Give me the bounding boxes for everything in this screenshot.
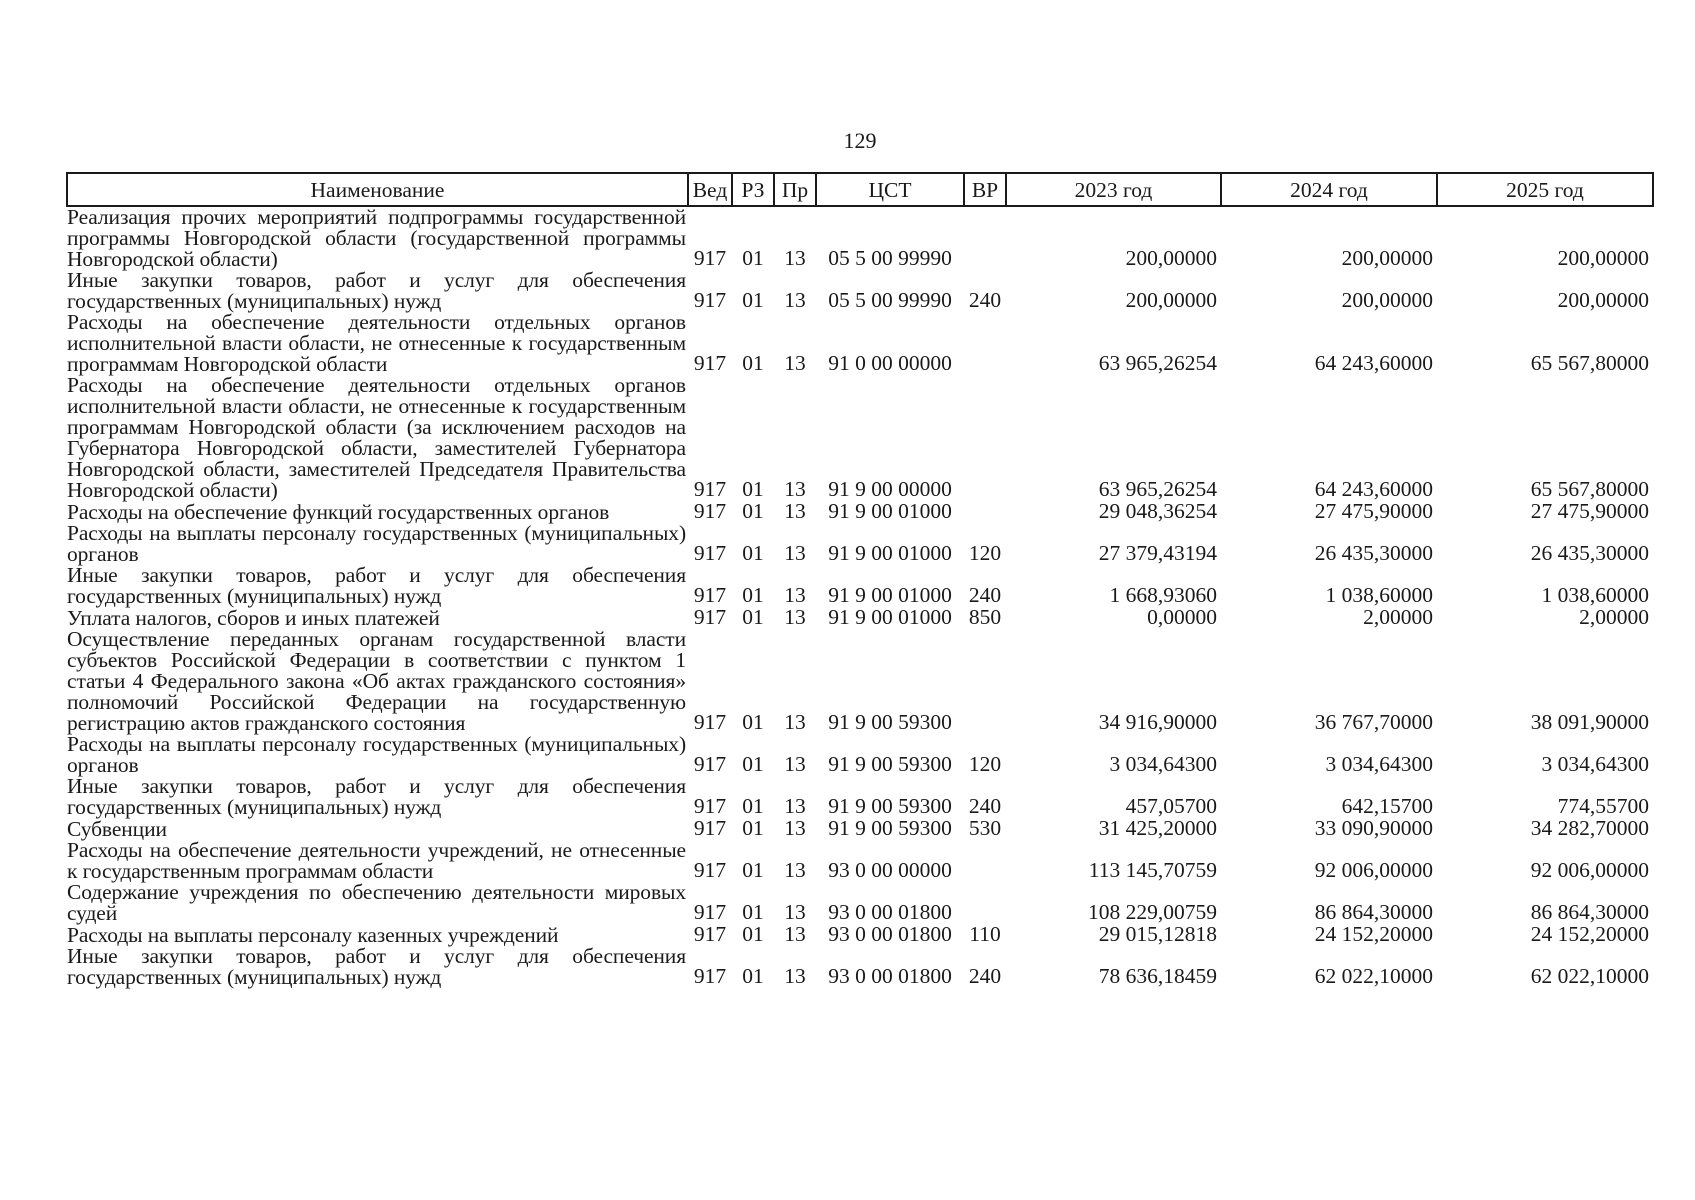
row-ved: 917 bbox=[693, 541, 727, 565]
header-vr: ВР bbox=[964, 173, 1006, 206]
row-cst: 05 5 00 99990 bbox=[828, 288, 952, 312]
row-pr: 13 bbox=[784, 499, 806, 523]
table-row bbox=[67, 206, 1653, 270]
table-row bbox=[67, 501, 1653, 523]
row-pr: 13 bbox=[784, 752, 806, 776]
header-name: Наименование bbox=[67, 173, 688, 206]
row-pr: 13 bbox=[784, 794, 806, 818]
row-amount-2024: 64 243,60000 bbox=[1314, 477, 1433, 501]
row-ved: 917 bbox=[693, 288, 727, 312]
row-ved: 917 bbox=[693, 583, 727, 607]
row-amount-2023: 63 965,26254 bbox=[1098, 477, 1217, 501]
row-amount-2023: 27 379,43194 bbox=[1098, 541, 1217, 565]
row-amount-2023: 29 048,36254 bbox=[1098, 499, 1217, 523]
row-amount-2025: 200,00000 bbox=[1557, 246, 1649, 270]
row-name: Уплата налогов, сборов и иных платежей bbox=[67, 606, 440, 630]
row-rz: 01 bbox=[742, 964, 764, 988]
row-name: Расходы на обеспечение деятельности отдельных органов исполнительной власти области, не отнесенные к государственным программам Новгородской области (за исключением расходов на Губернатора Новгородской области, заместителей Губернатора Новгородской области, заместителей Председателя Правительства Новгородской области) bbox=[67, 373, 686, 502]
row-ved: 917 bbox=[693, 477, 727, 501]
row-cst: 91 9 00 01000 bbox=[828, 499, 952, 523]
row-amount-2025: 24 152,20000 bbox=[1530, 922, 1649, 946]
row-name: Расходы на выплаты персоналу государственных (муниципальных) органов bbox=[67, 521, 686, 566]
row-vr bbox=[964, 840, 1006, 882]
table-row bbox=[67, 818, 1653, 840]
row-rz: 01 bbox=[742, 499, 764, 523]
row-ved: 917 bbox=[693, 922, 727, 946]
row-amount-2024: 2,00000 bbox=[1363, 605, 1433, 629]
row-vr: 110 bbox=[969, 922, 1001, 946]
row-amount-2025: 3 034,64300 bbox=[1541, 752, 1649, 776]
row-ved: 917 bbox=[693, 499, 727, 523]
table-row bbox=[67, 565, 1653, 607]
row-ved: 917 bbox=[693, 752, 727, 776]
row-pr: 13 bbox=[784, 541, 806, 565]
row-vr bbox=[964, 629, 1006, 734]
row-pr: 13 bbox=[784, 605, 806, 629]
row-name: Осуществление переданных органам государственной власти субъектов Российской Федерации в соответствии с пунктом 1 статьи 4 Федерального закона «Об актах гражданского состояния» полномочий Российской Федерации на государственную регистрацию актов гражданского состояния bbox=[67, 627, 686, 735]
row-rz: 01 bbox=[742, 246, 764, 270]
row-rz: 01 bbox=[742, 922, 764, 946]
header-2025: 2025 год bbox=[1437, 173, 1653, 206]
row-amount-2024: 62 022,10000 bbox=[1314, 964, 1433, 988]
table-row bbox=[67, 840, 1653, 882]
row-pr: 13 bbox=[784, 710, 806, 734]
row-pr: 13 bbox=[784, 816, 806, 840]
row-amount-2024: 92 006,00000 bbox=[1314, 858, 1433, 882]
table-row bbox=[67, 734, 1653, 776]
row-amount-2023: 200,00000 bbox=[1125, 246, 1217, 270]
row-amount-2025: 200,00000 bbox=[1557, 288, 1649, 312]
row-cst: 91 9 00 59300 bbox=[828, 816, 952, 840]
row-rz: 01 bbox=[742, 351, 764, 375]
row-ved: 917 bbox=[693, 816, 727, 840]
header-pr: Пр bbox=[774, 173, 816, 206]
row-ved: 917 bbox=[693, 900, 727, 924]
row-amount-2023: 0,00000 bbox=[1147, 605, 1217, 629]
row-pr: 13 bbox=[784, 858, 806, 882]
row-cst: 91 9 00 59300 bbox=[828, 710, 952, 734]
table-row bbox=[67, 946, 1653, 988]
row-amount-2025: 1 038,60000 bbox=[1541, 583, 1649, 607]
row-amount-2023: 3 034,64300 bbox=[1109, 752, 1217, 776]
row-amount-2023: 34 916,90000 bbox=[1098, 710, 1217, 734]
row-amount-2024: 64 243,60000 bbox=[1314, 351, 1433, 375]
row-vr bbox=[964, 882, 1006, 924]
row-amount-2023: 1 668,93060 bbox=[1109, 583, 1217, 607]
table-row bbox=[67, 882, 1653, 924]
page-number: 129 bbox=[843, 128, 877, 153]
row-ved: 917 bbox=[693, 710, 727, 734]
row-pr: 13 bbox=[784, 964, 806, 988]
row-name: Расходы на выплаты персоналу казенных учреждений bbox=[67, 923, 559, 947]
budget-table bbox=[66, 172, 1654, 988]
row-amount-2024: 24 152,20000 bbox=[1314, 922, 1433, 946]
row-name: Расходы на обеспечение деятельности учреждений, не отнесенные к государственным программам области bbox=[67, 838, 686, 883]
row-ved: 917 bbox=[693, 351, 727, 375]
row-pr: 13 bbox=[784, 288, 806, 312]
row-rz: 01 bbox=[742, 710, 764, 734]
row-vr: 240 bbox=[968, 288, 1002, 312]
row-amount-2025: 34 282,70000 bbox=[1530, 816, 1649, 840]
row-amount-2025: 62 022,10000 bbox=[1530, 964, 1649, 988]
row-ved: 917 bbox=[693, 794, 727, 818]
row-vr: 120 bbox=[968, 541, 1002, 565]
row-cst: 91 9 00 01000 bbox=[828, 541, 952, 565]
table-row bbox=[67, 375, 1653, 501]
row-vr: 240 bbox=[968, 964, 1002, 988]
row-amount-2023: 31 425,20000 bbox=[1098, 816, 1217, 840]
row-rz: 01 bbox=[742, 288, 764, 312]
row-name: Расходы на обеспечение деятельности отдельных органов исполнительной власти области, не отнесенные к государственным программам Новгородской области bbox=[67, 310, 686, 376]
row-vr bbox=[964, 501, 1006, 523]
row-ved: 917 bbox=[693, 858, 727, 882]
row-name: Иные закупки товаров, работ и услуг для обеспечения государственных (муниципальных) нужд bbox=[67, 268, 686, 313]
row-cst: 91 0 00 00000 bbox=[828, 351, 952, 375]
row-pr: 13 bbox=[784, 351, 806, 375]
row-name: Расходы на обеспечение функций государственных органов bbox=[67, 500, 610, 524]
row-amount-2024: 1 038,60000 bbox=[1325, 583, 1433, 607]
row-name: Иные закупки товаров, работ и услуг для обеспечения государственных (муниципальных) нужд bbox=[67, 774, 686, 819]
row-amount-2025: 774,55700 bbox=[1557, 794, 1649, 818]
row-pr: 13 bbox=[784, 583, 806, 607]
row-vr bbox=[964, 312, 1006, 375]
row-amount-2024: 36 767,70000 bbox=[1314, 710, 1433, 734]
row-pr: 13 bbox=[784, 246, 806, 270]
row-rz: 01 bbox=[742, 541, 764, 565]
row-cst: 93 0 00 01800 bbox=[828, 964, 952, 988]
row-vr: 120 bbox=[968, 752, 1002, 776]
row-amount-2025: 86 864,30000 bbox=[1530, 900, 1649, 924]
row-amount-2024: 33 090,90000 bbox=[1314, 816, 1433, 840]
row-amount-2024: 3 034,64300 bbox=[1325, 752, 1433, 776]
row-rz: 01 bbox=[742, 477, 764, 501]
row-rz: 01 bbox=[742, 605, 764, 629]
row-amount-2023: 78 636,18459 bbox=[1098, 964, 1217, 988]
row-cst: 91 9 00 59300 bbox=[828, 794, 952, 818]
row-amount-2024: 26 435,30000 bbox=[1314, 541, 1433, 565]
row-amount-2023: 108 229,00759 bbox=[1088, 900, 1217, 924]
row-rz: 01 bbox=[742, 752, 764, 776]
table-row bbox=[67, 924, 1653, 946]
row-amount-2024: 86 864,30000 bbox=[1314, 900, 1433, 924]
row-vr: 530 bbox=[968, 816, 1002, 840]
table-row bbox=[67, 629, 1653, 734]
row-cst: 91 9 00 01000 bbox=[828, 583, 952, 607]
row-amount-2023: 200,00000 bbox=[1125, 288, 1217, 312]
row-rz: 01 bbox=[742, 794, 764, 818]
row-amount-2023: 29 015,12818 bbox=[1098, 922, 1217, 946]
row-name: Иные закупки товаров, работ и услуг для обеспечения государственных (муниципальных) нужд bbox=[67, 944, 686, 989]
table-header-row bbox=[67, 173, 1653, 206]
row-name: Содержание учреждения по обеспечению деятельности мировых судей bbox=[67, 880, 686, 925]
row-vr: 240 bbox=[968, 794, 1002, 818]
row-ved: 917 bbox=[693, 605, 727, 629]
row-cst: 93 0 00 01800 bbox=[828, 900, 952, 924]
table-row bbox=[67, 523, 1653, 565]
row-cst: 93 0 00 01800 bbox=[828, 922, 952, 946]
row-vr: 850 bbox=[968, 605, 1002, 629]
row-name: Субвенции bbox=[67, 817, 167, 841]
header-rz: РЗ bbox=[732, 173, 774, 206]
row-vr: 240 bbox=[968, 583, 1002, 607]
row-amount-2025: 26 435,30000 bbox=[1530, 541, 1649, 565]
row-ved: 917 bbox=[693, 964, 727, 988]
row-amount-2025: 2,00000 bbox=[1579, 605, 1649, 629]
row-rz: 01 bbox=[742, 900, 764, 924]
row-amount-2023: 63 965,26254 bbox=[1098, 351, 1217, 375]
row-amount-2025: 92 006,00000 bbox=[1530, 858, 1649, 882]
row-vr bbox=[964, 375, 1006, 501]
row-amount-2025: 27 475,90000 bbox=[1530, 499, 1649, 523]
table-body bbox=[67, 206, 1653, 988]
row-rz: 01 bbox=[742, 858, 764, 882]
row-ved: 917 bbox=[693, 246, 727, 270]
row-cst: 05 5 00 99990 bbox=[828, 246, 952, 270]
row-amount-2025: 65 567,80000 bbox=[1530, 351, 1649, 375]
row-amount-2024: 27 475,90000 bbox=[1314, 499, 1433, 523]
row-amount-2024: 200,00000 bbox=[1341, 246, 1433, 270]
row-amount-2023: 457,05700 bbox=[1125, 794, 1217, 818]
table-row bbox=[67, 607, 1653, 629]
row-amount-2024: 642,15700 bbox=[1341, 794, 1433, 818]
row-rz: 01 bbox=[742, 816, 764, 840]
row-cst: 91 9 00 59300 bbox=[828, 752, 952, 776]
row-amount-2023: 113 145,70759 bbox=[1088, 858, 1217, 882]
row-cst: 93 0 00 00000 bbox=[828, 858, 952, 882]
row-vr bbox=[964, 206, 1006, 270]
header-cst: ЦСТ bbox=[816, 173, 964, 206]
row-rz: 01 bbox=[742, 583, 764, 607]
row-amount-2025: 65 567,80000 bbox=[1530, 477, 1649, 501]
row-name: Реализация прочих мероприятий подпрограммы государственной программы Новгородской области (государственной программы Новгородской области) bbox=[67, 205, 686, 271]
row-cst: 91 9 00 00000 bbox=[828, 477, 952, 501]
header-2023: 2023 год bbox=[1006, 173, 1221, 206]
header-ved: Вед bbox=[688, 173, 732, 206]
row-pr: 13 bbox=[784, 900, 806, 924]
row-pr: 13 bbox=[784, 477, 806, 501]
row-name: Иные закупки товаров, работ и услуг для обеспечения государственных (муниципальных) нужд bbox=[67, 563, 686, 608]
row-amount-2024: 200,00000 bbox=[1341, 288, 1433, 312]
table-row bbox=[67, 312, 1653, 375]
table-row bbox=[67, 270, 1653, 312]
row-cst: 91 9 00 01000 bbox=[828, 605, 952, 629]
header-2024: 2024 год bbox=[1221, 173, 1437, 206]
table-row bbox=[67, 776, 1653, 818]
row-name: Расходы на выплаты персоналу государственных (муниципальных) органов bbox=[67, 732, 686, 777]
row-amount-2025: 38 091,90000 bbox=[1530, 710, 1649, 734]
row-pr: 13 bbox=[784, 922, 806, 946]
